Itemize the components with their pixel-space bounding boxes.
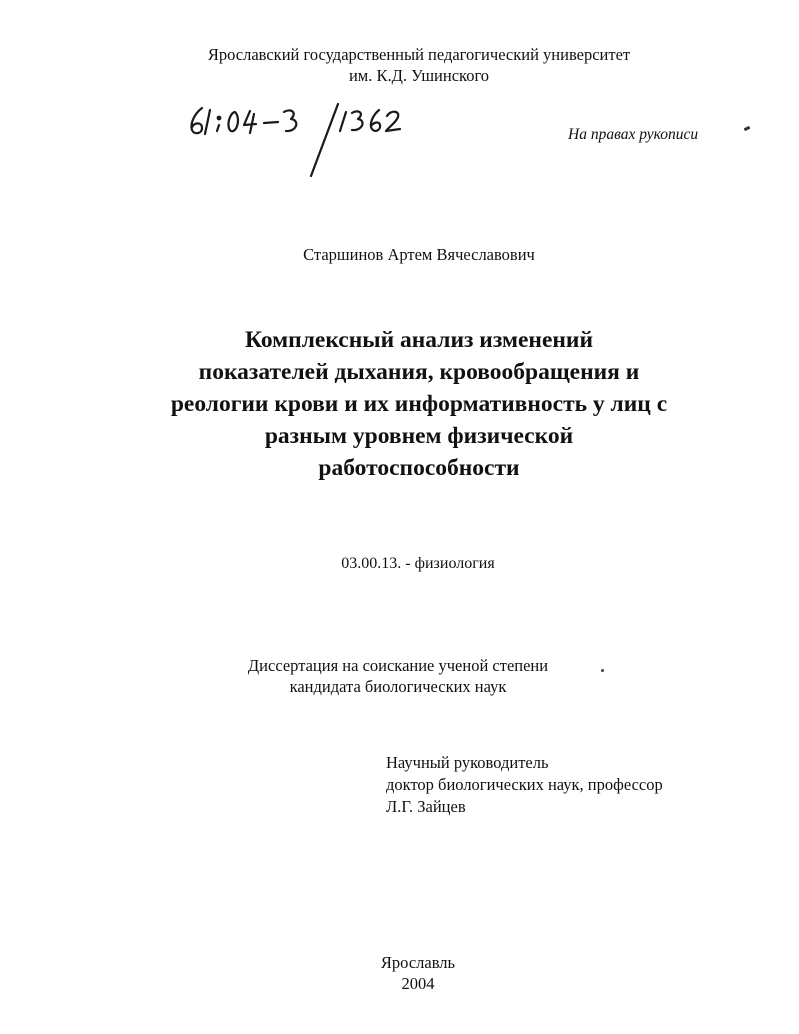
dissertation-title (80, 324, 758, 484)
university-header (0, 44, 799, 86)
ink-mark (744, 126, 751, 131)
university-dedication: им. К.Д. Ушинского (348, 66, 490, 85)
title-line: реологии крови и их информативность у лиц с (170, 391, 668, 417)
author-name: Старшинов Артем Вячеславович (303, 245, 535, 264)
city: Ярославль (380, 953, 456, 972)
supervisor-role: Научный руководитель (386, 753, 549, 772)
supervisor-name: Л.Г. Зайцев (386, 797, 466, 816)
supervisor-block (386, 752, 663, 818)
degree-line: кандидата биологических наук (289, 677, 507, 696)
year: 2004 (401, 974, 435, 993)
title-line: разным уровнем физической (264, 423, 574, 449)
handwritten-archive-code (180, 98, 430, 180)
university-name: Ярославский государственный педагогический университет (207, 45, 631, 64)
title-line: работоспособности (318, 455, 520, 481)
title-line: показателей дыхания, кровообращения и (198, 359, 640, 385)
dissertation-degree (0, 655, 796, 697)
rights-notice: На правах рукописи (568, 126, 699, 143)
supervisor-degree: доктор биологических наук, профессор (386, 775, 663, 794)
place-and-year (0, 952, 799, 994)
ink-dot (601, 669, 604, 672)
degree-line: Диссертация на соискание ученой степени (247, 656, 549, 675)
specialty-code: 03.00.13. - физиология (341, 555, 495, 572)
title-line: Комплексный анализ изменений (245, 327, 593, 353)
